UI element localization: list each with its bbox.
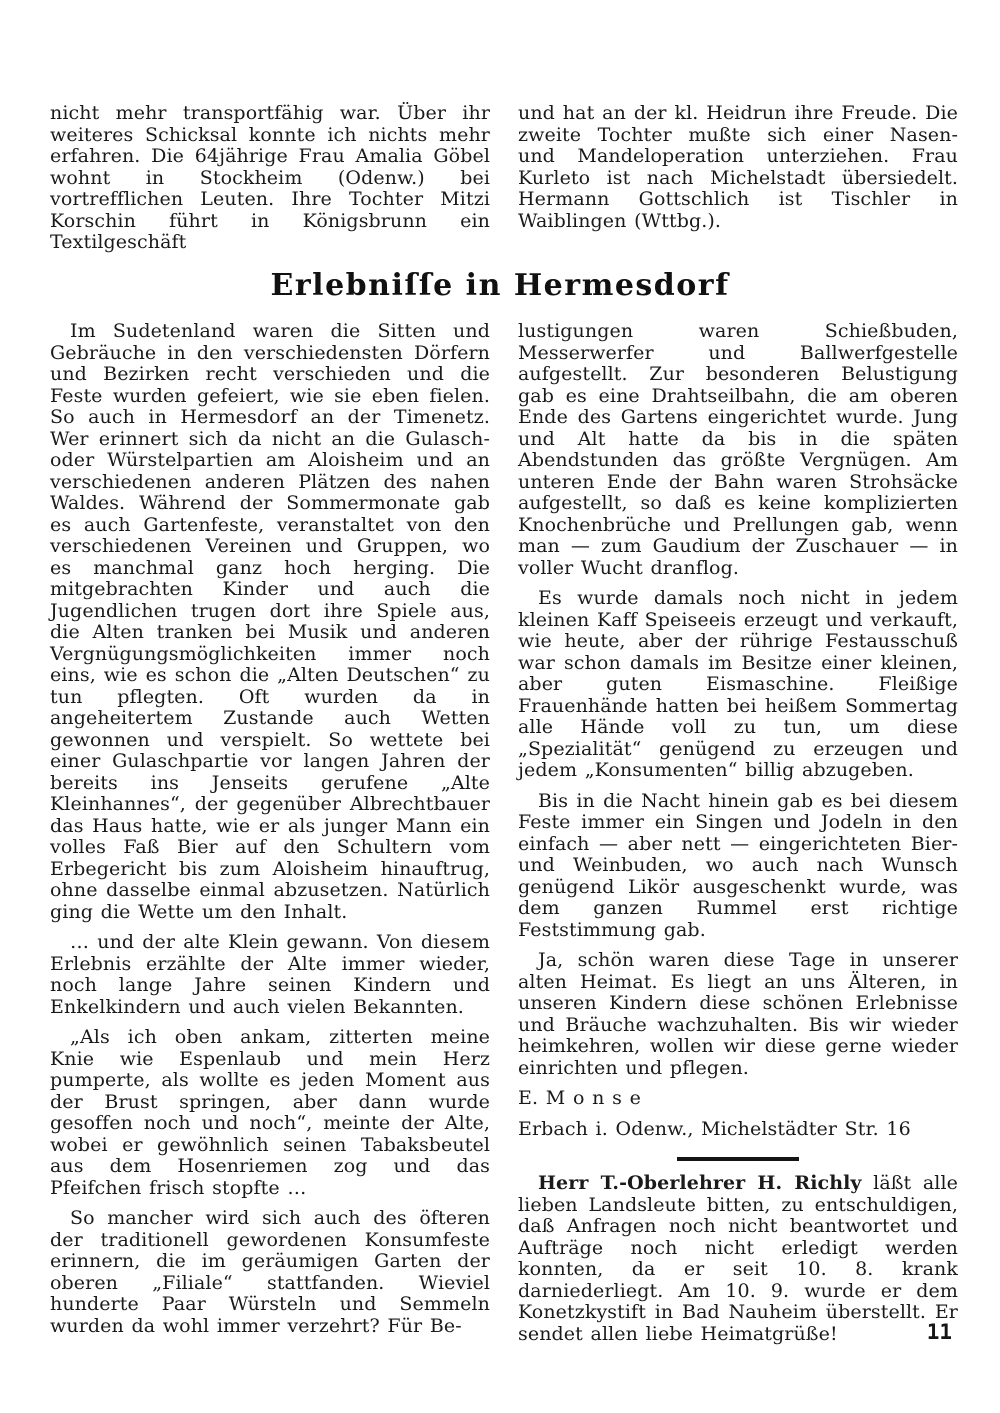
article-left-column	[50, 321, 490, 1345]
top-continuation-section	[50, 103, 958, 254]
article-right-column	[518, 321, 958, 1345]
notice-lead-bold: Herr T.-Oberlehrer H. Richly	[538, 1172, 862, 1194]
signature-name: E. M o n s e	[518, 1087, 641, 1109]
article-title: Erlebniſſe in Hermesdorf	[270, 268, 730, 303]
top-left-column-text: nicht mehr transportfähig war. Über ihr weiteres Schicksal konnte ich nichts mehr erfahren. Die 64jährige Frau Amalia Göbel wohnt in Stockheim (Odenw.) bei vortrefflichen Leuten. Ihre Tochter Mitzi Korschin führt in Königsbrunn ein Textilgeschäft	[50, 102, 490, 253]
paragraph: „Als ich oben ankam, zitterten meine Knie wie Espenlaub und mein Herz pumperte, als wollte es jeden Moment aus der Brust springen, aber dann wurde gesoffen noch und noch“, meinte der Alte, wobei er gewöhnlich seinen Tabaksbeutel aus dem Hosenriemen zog und das Pfeifchen frisch stopfte …	[50, 1026, 490, 1199]
top-right-column-text: und hat an der kl. Heidrun ihre Freude. Die zweite Tochter mußte sich einer Nasen- und Mandeloperation unterziehen. Frau Kurleto ist nach Michelstadt übersiedelt. Hermann Gottschlich ist Tischler in Waiblingen (Wttbg.).	[518, 102, 958, 232]
paragraph: Es wurde damals noch nicht in jedem kleinen Kaff Speiseeis erzeugt und verkauft, wie heute, aber der rührige Festausschuß war schon damals im Besitze einer kleinen, aber guten Eismaschine. Fleißige Frauenhände hatten bei heißem Sommertag alle Hände voll zu tun, um diese „Spezialität“ genügend zu erzeugen und jedem „Konsumenten“ billig abzugeben.	[518, 587, 958, 781]
notice-text: läßt alle lieben Landsleute bitten, zu entschuldigen, daß Anfragen noch nicht beantwortet und Aufträge noch nicht erledigt werden konnten, da er seit 10. 8. krank darniederliegt. Am 10. 9. wurde er dem Konetzkystift in Bad Nauheim überstellt. Er sendet allen liebe Heimatgrüße!	[518, 1172, 958, 1345]
paragraph: Im Sudetenland waren die Sitten und Gebräuche in den verschiedensten Dörfern und Bezirken recht verschieden und die Feste wurden gefeiert, wie sie eben fielen. So auch in Hermesdorf an der Timenetz. Wer erinnert sich da nicht an die Gulasch- oder Würstelpartien am Aloisheim und an verschiedenen anderen Plätzen des nahen Waldes. Während der Sommermonate gab es auch Gartenfeste, veranstaltet von den verschiedenen Vereinen und Gruppen, wo es manchmal ganz hoch herging. Die mitgebrachten Kinder und auch die Jugendlichen trugen dort ihre Spiele aus, die Alten tranken bei Musik und anderen Vergnügungsmöglichkeiten immer noch eins, wie es schon die „Alten Deutschen“ zu tun pflegten. Oft wurden da in angeheitertem Zustande auch Wetten gewonnen und verspielt. So wettete bei einer Gulaschpartie vor langen Jahren der bereits ins Jenseits gerufene „Alte Kleinhannes“, der gegenüber Albrechtbauer das Haus hatte, wie er als junger Mann ein volles Faß Bier auf den Schultern vom Erbegericht bis zum Aloisheim hinauftrug, ohne dasselbe einmal abzusetzen. Natürlich ging die Wette um den Inhalt.	[50, 320, 490, 923]
paragraph: So mancher wird sich auch des öfteren der traditionell gewordenen Konsumfeste erinnern, die im geräumigen Garten der oberen „Filiale“ stattfanden. Wieviel hunderte Paar Würsteln und Semmeln wurden da wohl immer verzehrt? Für Be-	[50, 1207, 490, 1337]
paragraph: Ja, schön waren diese Tage in unserer alten Heimat. Es liegt an uns Älteren, in unseren Kindern diese schönen Erlebnisse und Bräuche wachzuhalten. Bis wir wieder heimkehren, wollen wir diese gerne wieder einrichten und pflegen.	[518, 949, 958, 1079]
section-divider-rule	[677, 1157, 799, 1161]
paragraph: lustigungen waren Schießbuden, Messerwerfer und Ballwerfgestelle aufgestellt. Zur besonderen Belustigung gab es eine Drahtseilbahn, die am oberen Ende des Gartens eingerichtet wurde. Jung und Alt hatte da bis in die späten Abendstunden das größte Vergnügen. Am unteren Ende der Bahn waren Strohsäcke aufgestellt, so daß es keine komplizierten Knochenbrüche und Prellungen gab, wenn man — zum Gaudium der Zuschauer — in voller Wucht dranflog.	[518, 320, 958, 579]
paragraph: … und der alte Klein gewann. Von diesem Erlebnis erzählte der Alte immer wieder, noch lange Jahre seinen Kindern und Enkelkindern und auch vielen Bekannten.	[50, 931, 490, 1018]
paragraph: Bis in die Nacht hinein gab es bei diesem Feste immer ein Singen und Jodeln in den einfach — aber nett — eingerichteten Bier- und Weinbuden, wo auch nach Wunsch genügend Likör ausgeschenkt wurde, was dem ganzen Rummel erst richtige Feststimmung gab.	[518, 789, 958, 941]
page-number: 11	[926, 1320, 952, 1344]
signature-address: Erbach i. Odenw., Michelstädter Str. 16	[518, 1117, 911, 1140]
article-body	[50, 321, 958, 1345]
notice-paragraph	[518, 1173, 958, 1345]
